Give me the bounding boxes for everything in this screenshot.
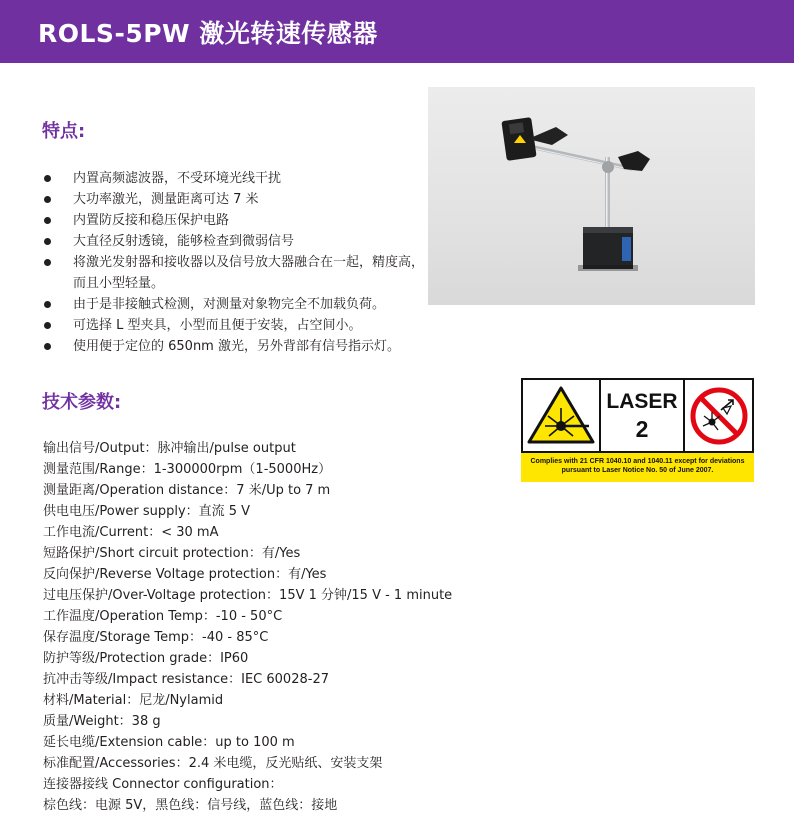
feature-item: 内置高频滤波器，不受环境光线干扰 (44, 168, 434, 189)
feature-item: 将激光发射器和接收器以及信号放大器融合在一起，精度高，而且小型轻量。 (44, 252, 434, 294)
sensor-with-magnetic-stand-image (428, 87, 755, 305)
product-photo (428, 87, 755, 305)
spec-item: 测量范围/Range：1-300000rpm（1-5000Hz） (43, 462, 332, 477)
spec-item: 材料/Material：尼龙/Nylamid (43, 693, 224, 708)
title-bar (0, 0, 794, 63)
spec-item: 防护等级/Protection grade：IP60 (43, 651, 249, 666)
spec-item: 连接器接线 Connector configuration： (43, 777, 283, 792)
feature-item: 使用便于定位的 650nm 激光，另外背部有信号指示灯。 (44, 336, 434, 357)
laser-class-word: LASER (606, 390, 678, 413)
spec-item: 保存温度/Storage Temp：-40 - 85°C (43, 630, 269, 645)
specs-list (43, 438, 643, 816)
spec-item: 质量/Weight：38 g (43, 714, 161, 729)
features-list (44, 168, 434, 357)
spec-item: 棕色线：电源 5V，黑色线：信号线，蓝色线：接地 (43, 798, 338, 813)
spec-item: 抗冲击等级/Impact resistance：IEC 60028-27 (43, 672, 329, 687)
no-eye-exposure-icon (685, 380, 752, 451)
specs-heading: 技术参数: (42, 392, 122, 413)
feature-item: 大功率激光，测量距离可达 7 米 (44, 189, 434, 210)
spec-item: 标准配置/Accessories：2.4 米电缆，反光贴纸、安装支架 (43, 756, 383, 771)
spec-item: 反向保护/Reverse Voltage protection：有/Yes (43, 567, 327, 582)
spec-item: 过电压保护/Over-Voltage protection：15V 1 分钟/15 V - 1 minute (43, 588, 453, 603)
spec-item: 短路保护/Short circuit protection：有/Yes (43, 546, 301, 561)
laser-class-number: 2 (635, 416, 649, 442)
feature-item: 内置防反接和稳压保护电路 (44, 210, 434, 231)
feature-item: 由于是非接触式检测，对测量对象物完全不加载负荷。 (44, 294, 434, 315)
spec-item: 测量距离/Operation distance：7 米/Up to 7 m (43, 483, 331, 498)
spec-item: 延长电缆/Extension cable：up to 100 m (43, 735, 295, 750)
spec-item: 输出信号/Output：脉冲输出/pulse output (43, 441, 296, 456)
spec-item: 工作温度/Operation Temp：-10 - 50°C (43, 609, 283, 624)
features-heading: 特点: (42, 121, 86, 142)
feature-item: 可选择 L 型夹具，小型而且便于安装，占空间小。 (44, 315, 434, 336)
spec-item: 工作电流/Current：< 30 mA (43, 525, 219, 540)
spec-item: 供电电压/Power supply：直流 5 V (43, 504, 251, 519)
laser-compliance-note: Complies with 21 CFR 1040.10 and 1040.11 except for deviations pursuant to Laser Notice No. 50 of June 2007. (521, 453, 754, 482)
feature-item: 大直径反射透镜，能够检查到微弱信号 (44, 231, 434, 252)
page-title: ROLS-5PW 激光转速传感器 (38, 19, 378, 48)
